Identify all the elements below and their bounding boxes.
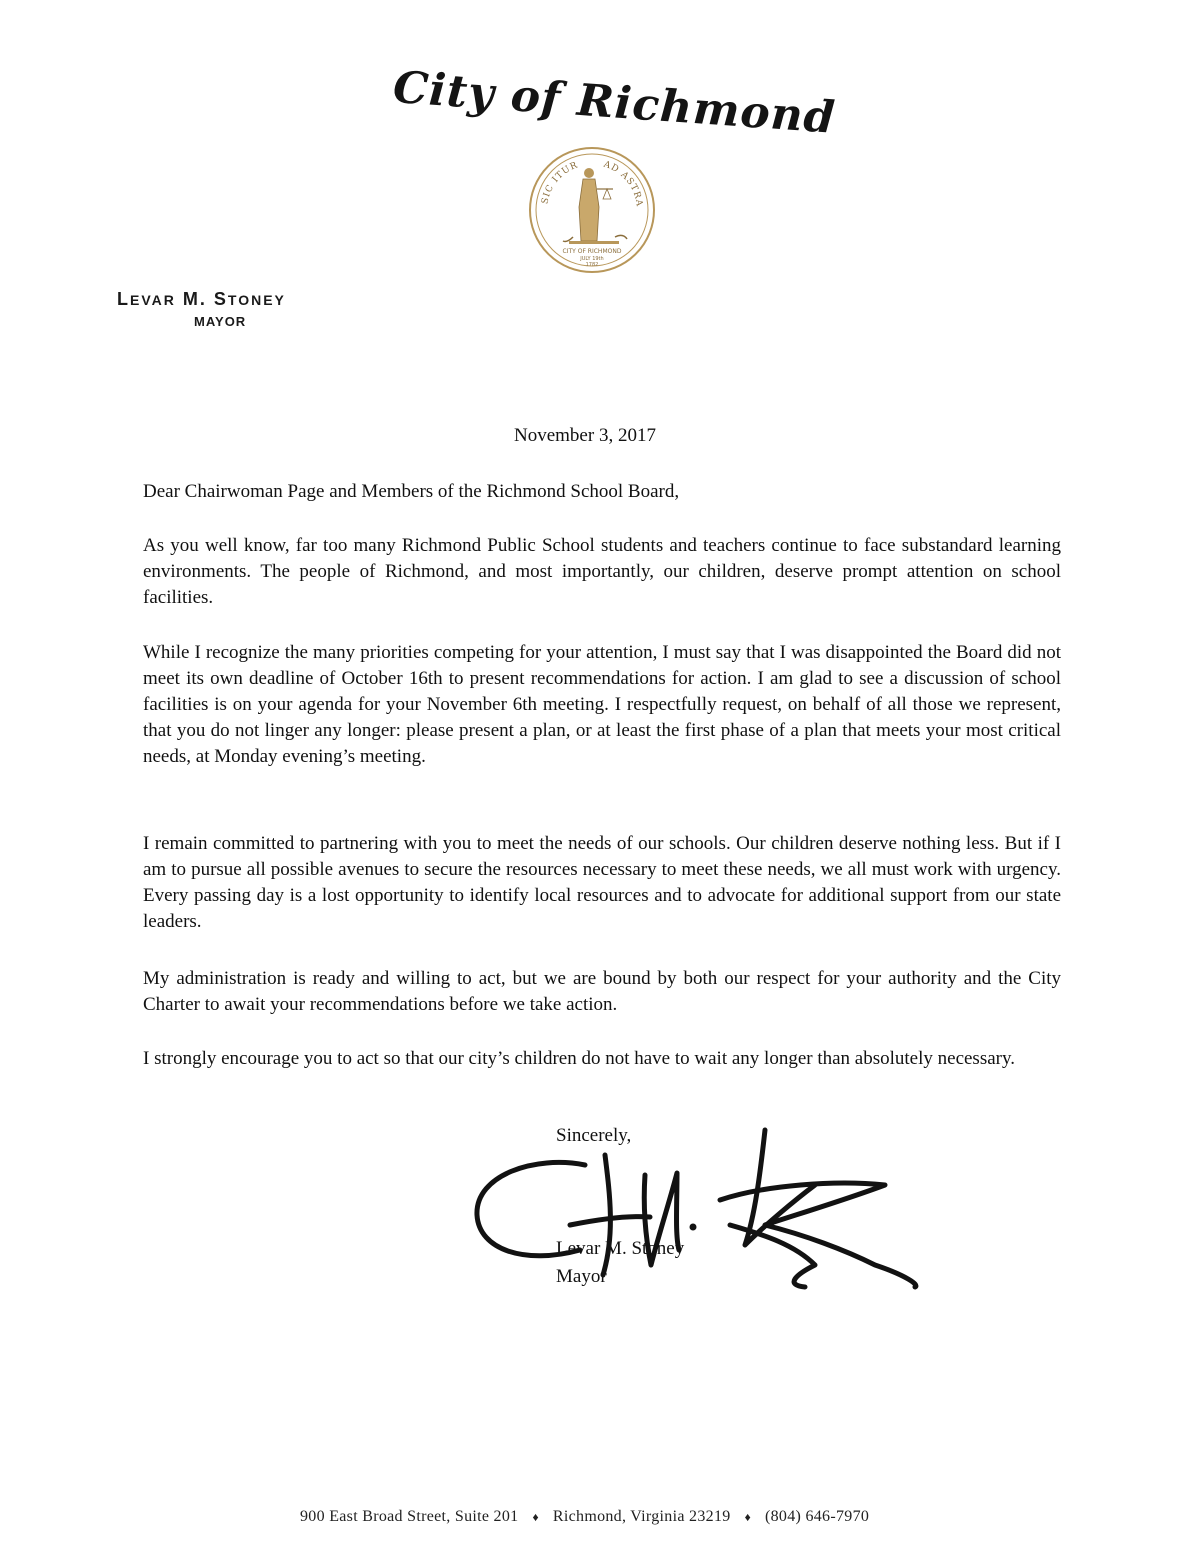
footer-separator-icon: ♦ xyxy=(532,1510,539,1524)
paragraph-5: I strongly encourage you to act so that our city’s children do not have to wait any longer than absolutely necessary. xyxy=(143,1048,1015,1069)
city-title: City of Richmond xyxy=(391,62,838,144)
seal-motto-left: SIC ITUR xyxy=(540,160,580,205)
signer-name: Levar M. Stoney xyxy=(556,1238,685,1259)
seal-year: 1782 xyxy=(585,262,599,268)
seal-motto-right: AD ASTRA xyxy=(602,159,645,208)
salutation: Dear Chairwoman Page and Members of the Richmond School Board, xyxy=(143,481,680,502)
handwritten-signature-icon xyxy=(465,1115,935,1305)
paragraph-2: While I recognize the many priorities competing for your attention, I must say that I was disappointed the Board did not meet its own deadline of October 16th to present recommendations for action. I am glad to see a discussion of school facilities is on your agenda for your November 6th meeting. I respectfully request, on behalf of all those we represent, that you do not linger any longer: please present a plan, or at least the first phase of a plan that meets your most critical needs, at Monday evening’s meeting. xyxy=(143,642,1061,767)
city-seal-icon xyxy=(527,145,657,275)
mayor-title-header: MAYOR xyxy=(194,314,247,329)
seal-bottom-text: CITY OF RICHMOND xyxy=(562,248,622,255)
footer-address xyxy=(300,1508,980,1526)
mayor-name-header: LEVAR M. STONEY xyxy=(117,289,286,309)
footer-phone: (804) 646-7970 xyxy=(765,1508,870,1525)
letter-date: November 3, 2017 xyxy=(514,425,656,446)
paragraph-1: As you well know, far too many Richmond Public School students and teachers continue to face substandard learning environments. The people of Richmond, and most importantly, our children, deserve prompt attention on school facilities. xyxy=(143,535,1061,608)
footer-separator-icon: ♦ xyxy=(744,1510,751,1524)
seal-date-text: JULY 19th xyxy=(580,256,604,262)
paragraph-3: I remain committed to partnering with you to meet the needs of our schools. Our children deserve nothing less. But if I am to pursue all possible avenues to secure the resources necessary to meet these needs, we all must work with urgency. Every passing day is a lost opportunity to identify local resources and to advocate for additional support from our state leaders. xyxy=(143,833,1061,932)
signer-title: Mayor xyxy=(556,1266,607,1287)
paragraph-4: My administration is ready and willing to act, but we are bound by both our respect for your authority and the City Charter to await your recommendations before we take action. xyxy=(143,968,1061,1015)
footer-street: 900 East Broad Street, Suite 201 xyxy=(300,1508,519,1525)
closing: Sincerely, xyxy=(556,1125,632,1146)
footer-city: Richmond, Virginia 23219 xyxy=(552,1508,731,1525)
